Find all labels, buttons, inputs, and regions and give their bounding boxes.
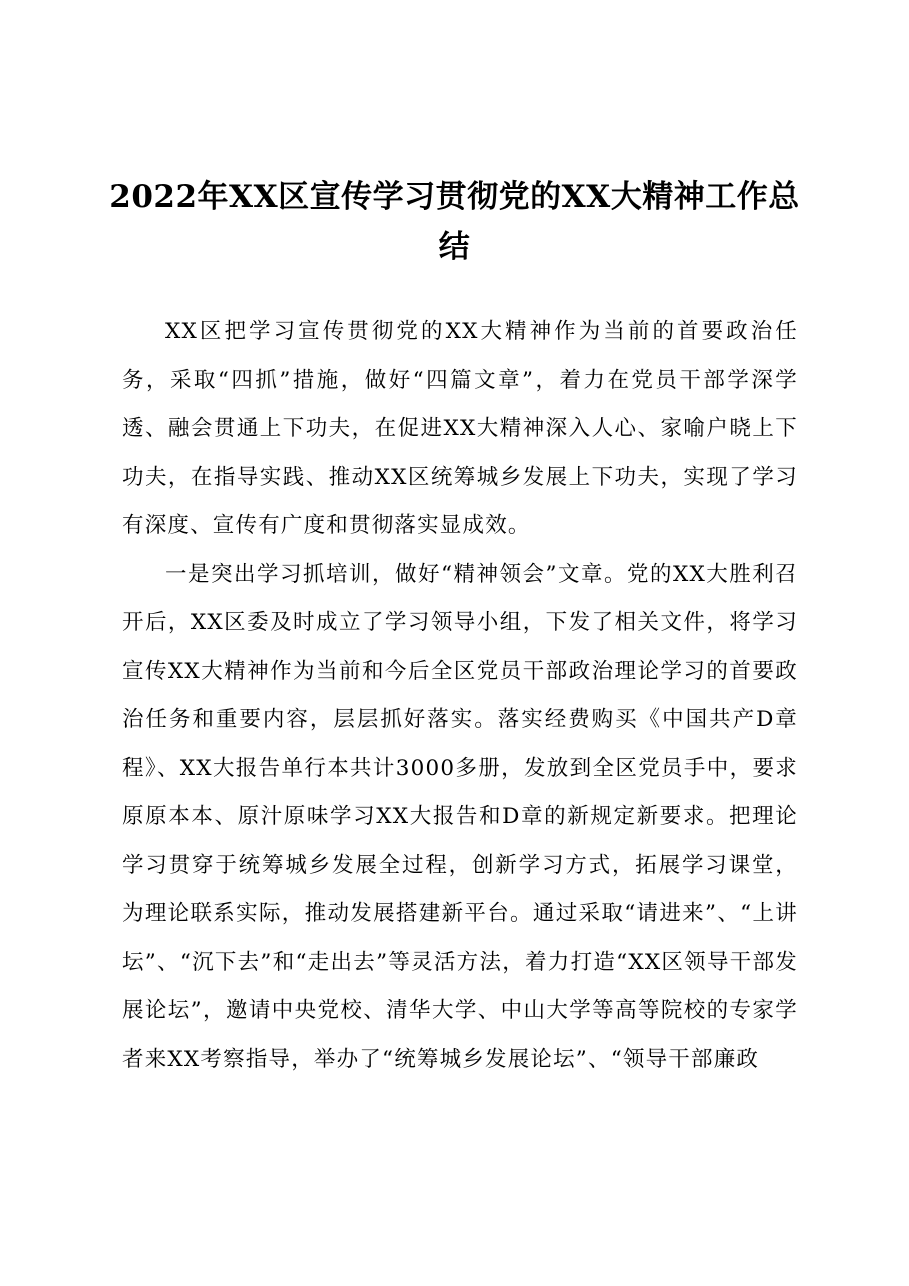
paragraph-study-training: 一是突出学习抓培训，做好“精神领会”文章。党的XX大胜利召开后，XX区委及时成立了学习领导小组，下发了相关文件，将学习宣传XX大精神作为当前和今后全区党员干部政治理论学习的首要政治任务和重要内容，层层抓好落实。落实经费购买《中国共产D章程》、XX大报告单行本共计3000多册，发放到全区党员手中，要求原原本本、原汁原味学习XX大报告和D章的新规定新要求。把理论学习贯穿于统筹城乡发展全过程，创新学习方式，拓展学习课堂，为理论联系实际，推动发展搭建新平台。通过采取“请进来”、“上讲坛”、“沉下去”和“走出去”等灵活方法，着力打造“XX区领导干部发展论坛”，邀请中央党校、清华大学、中山大学等高等院校的专家学者来XX考察指导，举办了“统筹城乡发展论坛”、“领导干部廉政 <box>122 561 798 1072</box>
paragraph-intro: XX区把学习宣传贯彻党的XX大精神作为当前的首要政治任务，采取“四抓”措施，做好“四篇文章”，着力在党员干部学深学透、融会贯通上下功夫，在促进XX大精神深入人心、家喻户晓上下功夫，在指导实践、推动XX区统筹城乡发展上下功夫，实现了学习有深度、宣传有广度和贯彻落实显成效。 <box>122 319 798 538</box>
document-title: 2022年XX区宣传学习贯彻党的XX大精神工作总结 <box>109 179 800 265</box>
document-body <box>122 308 798 1084</box>
